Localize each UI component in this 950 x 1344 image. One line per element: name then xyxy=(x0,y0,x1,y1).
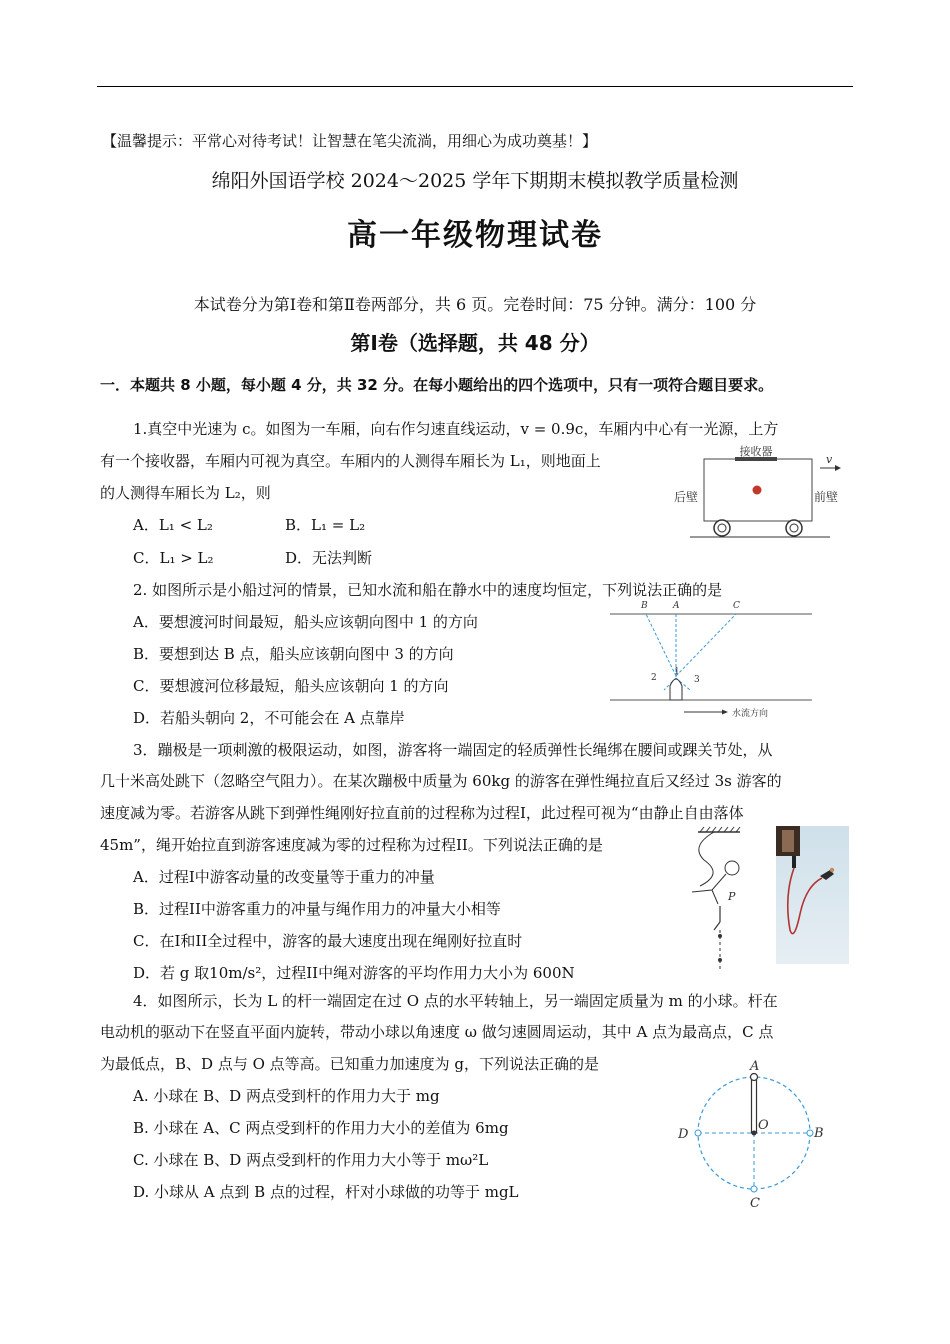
front-wall-label: 前壁 xyxy=(814,490,839,504)
q1-stem-line2: 有一个接收器，车厢内可视为真空。车厢内的人测得车厢长为 L₁，则地面上 xyxy=(100,452,601,470)
point-b-label: B xyxy=(641,601,648,611)
q3-option-b: B．过程II中游客重力的冲量与绳作用力的冲量大小相等 xyxy=(133,900,501,918)
point-c-label: C xyxy=(733,601,740,611)
q1-option-c: C．L₁ > L₂ xyxy=(133,549,214,567)
light-source xyxy=(753,486,762,495)
q3-option-a: A．过程I中游客动量的改变量等于重力的冲量 xyxy=(133,868,435,886)
q1-stem-line1: 1.真空中光速为 c。如图为一车厢，向右作匀速直线运动，v = 0.9c，车厢内中心有一光源，上方 xyxy=(133,420,779,438)
exam-info: 本试卷分为第Ⅰ卷和第Ⅱ卷两部分，共 6 页。完卷时间：75 分钟。满分：100 分 xyxy=(193,295,757,314)
ball-a xyxy=(751,1074,758,1081)
page-title: 高一年级物理试卷 xyxy=(347,218,603,253)
point-p-label: P xyxy=(728,890,736,903)
q3-bungee-photo xyxy=(776,826,849,964)
q3-stem-line4: 45m”，绳开始拉直到游客速度减为零的过程称为过程II。下列说法正确的是 xyxy=(100,836,603,854)
q1-stem-line3: 的人测得车厢长为 L₂，则 xyxy=(100,484,271,502)
wheel-left xyxy=(714,520,730,536)
school-line: 绵阳外国语学校 2024～2025 学年下期期末模拟教学质量检测 xyxy=(211,170,739,192)
point-b-label: B xyxy=(814,1126,824,1141)
q1-option-b: B．L₁ = L₂ xyxy=(285,516,366,534)
q4-circle-figure xyxy=(672,1058,832,1212)
point-d-label: D xyxy=(678,1127,689,1142)
q3-option-d: D．若 g 取10m/s²，过程II中绳对游客的平均作用力大小为 600N xyxy=(133,964,575,982)
point-c-label: C xyxy=(750,1196,760,1211)
q4-option-b: B. 小球在 A、C 两点受到杆的作用力大小的差值为 6mg xyxy=(133,1119,509,1137)
q2-option-b: B．要想到达 B 点，船头应该朝向图中 3 的方向 xyxy=(133,645,454,663)
point-a-label: A xyxy=(750,1059,760,1074)
direction-1-label: 1 xyxy=(674,667,680,677)
q4-stem-line1: 4．如图所示，长为 L 的杆一端固定在过 O 点的水平转轴上，另一端固定质量为 m 的小球。杆在 xyxy=(133,992,778,1010)
receiver-label: 接收器 xyxy=(739,445,773,458)
q4-stem-line2: 电动机的驱动下在竖直平面内旋转，带动小球以角速度 ω 做匀速圆周运动，其中 A 点为最高点，C 点 xyxy=(100,1023,774,1041)
q3-stem-line3: 速度减为零。若游客从跳下到弹性绳刚好拉直前的过程称为过程I，此过程可视为“由静止自由落体 xyxy=(100,804,744,822)
section-heading: 一．本题共 8 小题，每小题 4 分，共 32 分。在每小题给出的四个选项中，只有一项符合题目要求。 xyxy=(100,376,774,394)
point-a-label: A xyxy=(673,601,680,611)
direction-3-label: 3 xyxy=(694,675,700,685)
q2-option-a: A．要想渡河时间最短，船头应该朝向图中 1 的方向 xyxy=(133,613,478,631)
q3-bungee-diagram xyxy=(684,826,754,976)
boat-shape xyxy=(670,679,682,700)
q3-stem-line1: 3．蹦极是一项刺激的极限运动，如图，游客将一端固定的轻质弹性长绳绑在腰间或踝关节处，从 xyxy=(133,741,773,759)
flow-direction-label: 水流方向 xyxy=(732,709,769,719)
part-heading: 第Ⅰ卷（选择题，共 48 分） xyxy=(350,331,600,355)
rod xyxy=(752,1078,757,1133)
direction-2-label: 2 xyxy=(651,673,657,683)
point-o-label: O xyxy=(758,1118,769,1133)
tip-text: 【温馨提示：平常心对待考试！让智慧在笔尖流淌，用细心为成功奠基！】 xyxy=(102,132,598,150)
q2-river-figure xyxy=(604,598,816,722)
q1-option-d: D．无法判断 xyxy=(285,549,373,567)
header-rule xyxy=(97,86,853,87)
q2-option-d: D．若船头朝向 2，不可能会在 A 点靠岸 xyxy=(133,709,405,727)
q4-option-d: D. 小球从 A 点到 B 点的过程，杆对小球做的功等于 mgL xyxy=(133,1183,519,1201)
q4-option-a: A. 小球在 B、D 两点受到杆的作用力大于 mg xyxy=(133,1087,440,1105)
q1-train-figure xyxy=(672,443,844,543)
q3-option-c: C．在I和II全过程中，游客的最大速度出现在绳刚好拉直时 xyxy=(133,932,523,950)
wheel-right xyxy=(786,520,802,536)
velocity-label: v xyxy=(826,453,833,466)
q2-stem: 2. 如图所示是小船过河的情景，已知水流和船在静水中的速度均恒定，下列说法正确的是 xyxy=(133,581,723,599)
q4-option-c: C. 小球在 B、D 两点受到杆的作用力大小等于 mω²L xyxy=(133,1151,489,1169)
back-wall-label: 后壁 xyxy=(674,490,699,504)
q4-stem-line3: 为最低点，B、D 点与 O 点等高。已知重力加速度为 g，下列说法正确的是 xyxy=(100,1055,600,1073)
q3-stem-line2: 几十米高处跳下（忽略空气阻力）。在某次蹦极中质量为 60kg 的游客在弹性绳拉直后又经过 3s 游客的 xyxy=(100,772,782,790)
q1-option-a: A．L₁ < L₂ xyxy=(133,516,213,534)
q2-option-c: C．要想渡河位移最短，船头应该朝向 1 的方向 xyxy=(133,677,449,695)
